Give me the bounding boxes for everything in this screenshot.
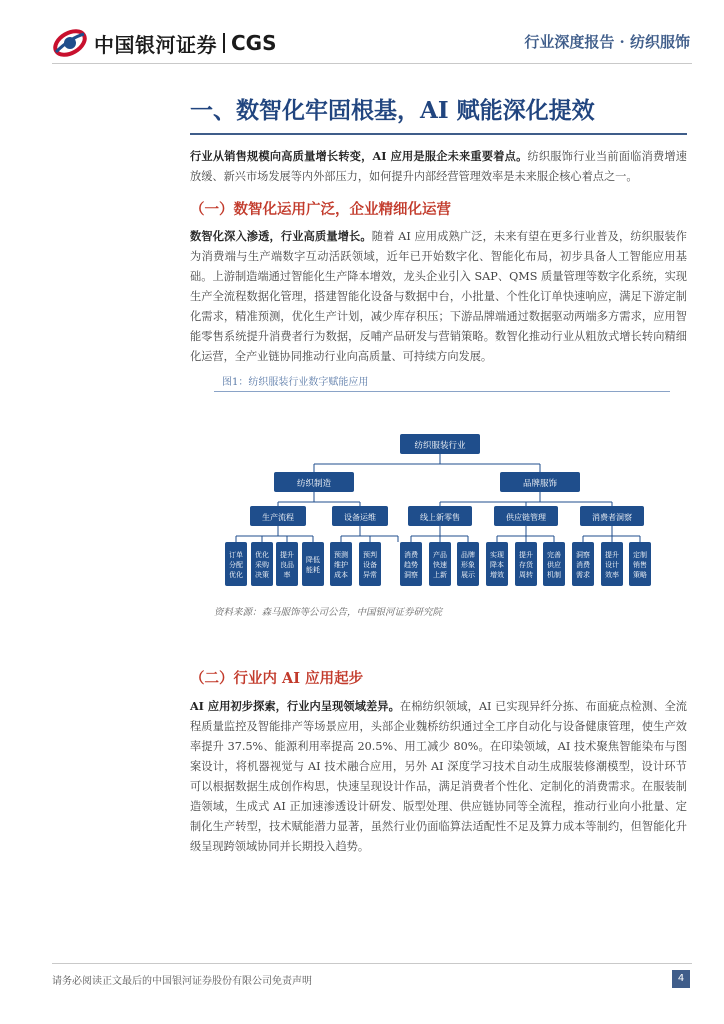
tree-leaf-node: [629, 542, 651, 586]
section-underline: [190, 133, 687, 135]
report-type: 行业深度报告 · 纺织服饰: [524, 33, 690, 51]
tree-leaf-label: 趋势: [404, 561, 418, 569]
tree-leaf-node: [543, 542, 565, 586]
tree-leaf-label: 展示: [461, 571, 475, 579]
subsection-2-text: 在棉纺织领域，AI 已实现异纤分拣、布面疵点检测、全流程质量监控及智能排产等场景应用，头部企业魏桥纺织通过全工序自动化与设备健康管理，使生产效率提升 37.5%、能源利用率提高 20.5%、用工减少 80%。在印染领域，AI 技术聚焦智能染布与图案设计，将机器视觉与 AI 技术融合应用，另外 AI 深度学习技术自动生成服装修潮模型，设计环节可以根据数据生成创作构思，快速呈现设计作品，满足消费者个性化、定制化的消费需求。在服装制造领域，生成式 AI 正加速渗透设计研发、版型处理、供应链协同等全流程，推动行业向小批量、定制化生产转型，技术赋能潜力显著，虽然行业仍面临算法适配性不足及算力成本等制约，但智能化升级呈现跨领域协同并长期投入趋势。: [190, 700, 687, 853]
tree-leaf-label: 异常: [363, 571, 377, 579]
tree-node-brand-apparel: [500, 472, 580, 492]
tree-leaf-node: [601, 542, 623, 586]
logo-english-name: CGS: [231, 31, 277, 55]
tree-leaf-label: 预判: [363, 551, 377, 559]
svg-text:品牌服饰: 品牌服饰: [522, 479, 558, 489]
tree-leaf-node: [515, 542, 537, 586]
subsection-2-lead: AI 应用初步探索，行业内呈现领域差异。: [190, 699, 400, 713]
tree-leaf-label: 预测: [334, 551, 348, 559]
tree-node-equipment-maintenance: [332, 506, 388, 526]
tree-leaf-label: 成本: [334, 571, 348, 579]
tree-leaf-label: 提升: [519, 551, 533, 559]
tree-leaf-label: 优化: [255, 551, 269, 559]
tree-leaf-label: 良品: [280, 561, 294, 569]
subsection-2-title: （二）行业内 AI 应用起步: [190, 670, 364, 687]
svg-text:纺织制造: 纺织制造: [296, 479, 332, 489]
tree-node-production-process: [250, 506, 306, 526]
tree-node-textile-manufacturing: [274, 472, 354, 492]
tree-node-supply-chain: [494, 506, 558, 526]
tree-root-node: [400, 434, 480, 454]
subsection-1-text: 随着 AI 应用成熟广泛，未来有望在更多行业普及，纺织服装作为消费端与生产端数字互动活跃领域，近年已开始数字化、智能化布局，初步具备人工智能应用基础。上游制造端通过智能化生产降本增效，龙头企业引入 SAP、QMS 质量管理等数字化系统，实现生产全流程数据化管理，搭建智能化设备与数据中台，小批量、个性化订单快速响应，满足下游定制化需求，精准预测，优化生产计划，减少库存积压；下游品牌端通过数据驱动两端多方需求，应用智能零售系统提升消费者行为数据，反哺产品研发与营销策略。数智化推动行业从粗放式增长转向精细化运营，全产业链协同推动行业向高质量、可持续方向发展。: [190, 230, 687, 363]
tree-leaf-label: 决策: [255, 571, 269, 579]
tree-leaf-label: 能耗: [306, 566, 320, 574]
org-tree-diagram: [214, 396, 670, 598]
tree-leaf-label: 存货: [519, 561, 533, 569]
tree-leaf-node: [486, 542, 508, 586]
tree-leaf-node: [429, 542, 451, 586]
tree-leaf-node: [302, 542, 324, 586]
tree-leaf-label: 上新: [433, 571, 447, 579]
intro-lead: 行业从销售规模向高质量增长转变，AI 应用是服企未来重要着点。: [190, 149, 528, 163]
tree-leaf-label: 消费: [404, 551, 418, 559]
tree-leaf-label: 效率: [605, 571, 619, 579]
tree-leaf-label: 采购: [255, 561, 269, 569]
tree-leaf-label: 品牌: [461, 551, 475, 559]
tree-leaf-node: [457, 542, 479, 586]
tree-leaf-label: 订单: [229, 551, 243, 559]
subsection-1-paragraph: [190, 226, 687, 367]
tree-leaf-label: 产品: [433, 551, 447, 559]
subsection-2-paragraph: [190, 696, 687, 857]
figure-title-rule: [214, 391, 670, 392]
tree-node-consumer-insight: [580, 506, 644, 526]
tree-leaf-node: [400, 542, 422, 586]
tree-leaf-node: [276, 542, 298, 586]
tree-leaf-label: 定制: [633, 551, 647, 559]
tree-leaf-label: 消费: [576, 561, 590, 569]
tree-leaf-label: 快速: [433, 561, 447, 569]
tree-leaf-label: 增效: [490, 571, 504, 579]
tree-leaf-label: 率: [283, 571, 291, 579]
tree-leaf-label: 完善: [547, 551, 561, 559]
tree-leaf-label: 设计: [605, 561, 619, 569]
tree-leaf-label: 洞察: [576, 551, 590, 559]
tree-leaf-label: 策略: [633, 571, 647, 579]
figure-source: 资料来源：森马服饰等公司公告，中国银河证券研究院: [214, 607, 443, 618]
intro-text: 纺织服饰行业当前面临消费增速放缓、新兴市场发展等内外部压力，如何提升内部经营管理效率是未来服企核心着点之一。: [190, 150, 687, 183]
tree-leaf-label: 销售: [633, 561, 647, 569]
tree-leaf-label: 实现: [490, 551, 504, 559]
logo-chinese-name: 中国银河证券: [94, 32, 217, 57]
tree-leaf-label: 设备: [363, 561, 377, 569]
logo-divider: [223, 33, 225, 53]
tree-leaf-label: 形象: [461, 561, 475, 569]
company-logo: [52, 26, 277, 60]
tree-leaf-label: 维护: [334, 561, 348, 569]
figure-title: 图1：纺织服装行业数字赋能应用: [222, 377, 369, 388]
svg-text:生产流程: 生产流程: [262, 513, 294, 522]
svg-text:设备运维: 设备运维: [344, 513, 376, 522]
subsection-1-title: （一）数智化运用广泛，企业精细化运营: [190, 201, 451, 218]
svg-text:供应链管理: 供应链管理: [506, 513, 546, 522]
tree-leaf-label: 提升: [280, 551, 294, 559]
tree-leaf-node: [572, 542, 594, 586]
tree-leaf-node: [330, 542, 352, 586]
footer-divider: [52, 963, 692, 964]
tree-leaf-nodes: [225, 542, 651, 586]
intro-paragraph: [190, 146, 687, 187]
tree-node-online-retail: [408, 506, 472, 526]
tree-leaf-label: 需求: [576, 571, 590, 579]
section-title: 一、数智化牢固根基，AI 赋能深化提效: [190, 97, 595, 124]
tree-leaf-label: 洞察: [404, 571, 418, 579]
tree-leaf-label: 降低: [306, 556, 320, 564]
tree-leaf-label: 优化: [229, 571, 243, 579]
tree-leaf-node: [251, 542, 273, 586]
tree-leaf-label: 分配: [229, 561, 243, 569]
galaxy-logo-icon: [52, 26, 88, 60]
svg-text:消费者洞察: 消费者洞察: [592, 513, 632, 522]
tree-leaf-label: 供应: [547, 561, 561, 569]
tree-leaf-label: 周转: [519, 571, 533, 579]
tree-leaf-node: [225, 542, 247, 586]
svg-text:线上新零售: 线上新零售: [420, 513, 460, 522]
tree-leaf-label: 提升: [605, 551, 619, 559]
header-divider: [52, 63, 692, 64]
page-number: 4: [672, 970, 690, 988]
svg-text:纺织服装行业: 纺织服装行业: [414, 441, 466, 451]
tree-leaf-label: 机制: [547, 571, 561, 579]
subsection-1-lead: 数智化深入渗透，行业高质量增长。: [190, 229, 372, 243]
tree-leaf-node: [359, 542, 381, 586]
tree-leaf-label: 降本: [490, 561, 504, 569]
footer-disclaimer: 请务必阅读正文最后的中国银河证券股份有限公司免责声明: [52, 976, 312, 987]
